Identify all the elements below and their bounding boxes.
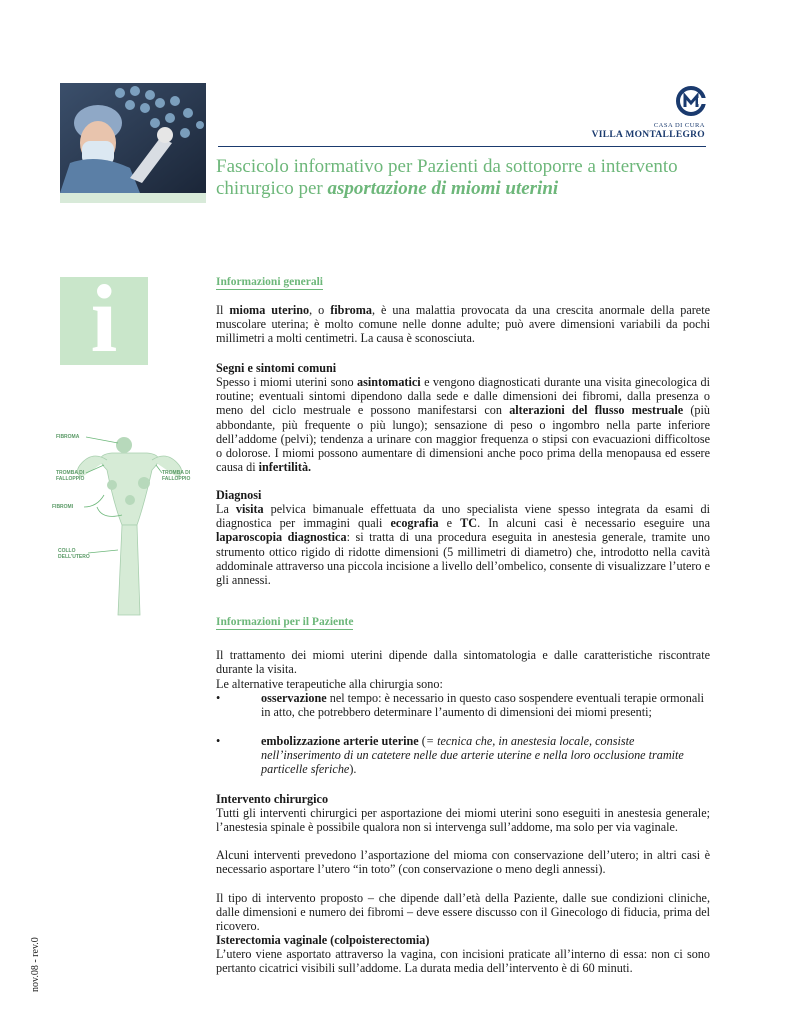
bullet-mark: • (216, 734, 221, 748)
info-icon (60, 265, 148, 372)
label-fibroma: FIBROMA (56, 434, 80, 440)
title-line-2-emphasis: asportazione di miomi uterini (327, 178, 559, 199)
text-run: , o (309, 303, 331, 317)
text-run: Spesso i miomi uterini sono (216, 375, 358, 389)
info-letter: i (90, 265, 118, 372)
uterus-diagram (52, 425, 202, 620)
text-run: , è una malattia provocata da una crescita anormale della parete muscolare uterina; è molto comune nelle donne adulte; può avere dimensioni variabili da pochi millimetri a molti centimetri. La causa è sconosciuta. (216, 303, 710, 346)
surgery-heading: Intervento chirurgico (216, 792, 329, 806)
text-run: nel tempo: è necessario in questo caso sospendere eventuali terapie ormonali in atto, che potrebbero determinare l’aumento di dimensioni dei miomi presenti; (261, 691, 705, 720)
logo-subtitle: CASA DI CURA (653, 122, 705, 129)
emphasis-text: embolizzazione arterie uterine (261, 734, 419, 748)
emphasis-text: visita (235, 502, 264, 516)
patient-paragraph-2: Le alternative terapeutiche alla chirurgia sono: (216, 677, 443, 691)
emphasis-text: fibroma (330, 303, 372, 317)
patient-paragraph-1: Il trattamento dei miomi uterini dipende dalla sintomatologia e dalle caratteristiche riscontrate durante la visita. (216, 648, 710, 677)
symptoms-heading: Segni e sintomi comuni (216, 361, 337, 375)
diagnosis-paragraph (216, 502, 710, 587)
label-tromba-right: TROMBA DI FALLOPPIO (162, 470, 191, 482)
symptoms-paragraph (216, 375, 710, 474)
clinic-logo-icon (676, 86, 706, 116)
page-title (216, 156, 736, 200)
text-run: ( (418, 734, 426, 748)
bullet-item-observation (216, 691, 710, 735)
label-tromba-left: TROMBA DI FALLOPPIO (56, 470, 85, 482)
emphasis-text: mioma uterino (229, 303, 310, 317)
text-run: Il (216, 303, 230, 317)
emphasis-text: asintomatici (357, 375, 421, 389)
text-run: : si tratta di una procedura eseguita in anestesia generale, tramite uno strumento ottico rigido di ridotte dimensioni (5 millimetri di diametro) che, introdotto nella cavità addominale attraverso una piccola incisione a livello dell’ombelico, consente di visualizzare l’utero e gli annessi. (216, 530, 710, 588)
surgeon-photo (60, 83, 206, 193)
text-run: pelvica bimanuale effettuata da uno specialista viene spesso integrata da esami di diagnostica per immagini quali (216, 502, 710, 531)
emphasis-text: osservazione (261, 691, 327, 705)
title-line-2 (216, 178, 736, 200)
text-run: La (216, 502, 236, 516)
text-run: e vengono diagnosticati durante una visita ginecologica di routine; eventuali sintomi dipendono dalla sede e dalle dimensioni dei fibromi, dalla presenza o meno del ciclo mestruale e possono manifestarsi con (216, 375, 710, 418)
document-revision-code: nov.08 - rev.0 (30, 937, 41, 992)
emphasis-text: infertilità. (258, 460, 312, 475)
text-run: e (438, 516, 461, 531)
section-heading-patient: Informazioni per il Paziente (216, 616, 354, 628)
text-run: = tecnica che, in anestesia locale, consiste nell’inserimento di un catetere nelle due arterie uterine e nella loro occlusione tramite particelle sferiche (261, 734, 684, 777)
hysterectomy-heading: Isterectomia vaginale (colpoisterectomia) (216, 933, 430, 947)
emphasis-text: ecografia (390, 516, 439, 531)
label-collo: COLLO DELL'UTERO (58, 548, 90, 560)
surgery-paragraph-1: Tutti gli interventi chirurgici per asportazione dei miomi uterini sono eseguiti in anestesia generale; l’anestesia spinale è possibile qualora non si intervenga sull’addome, ma solo per via vaginale. (216, 806, 710, 835)
general-paragraph (216, 303, 710, 346)
label-fibromi: FIBROMI (52, 504, 74, 510)
emphasis-text: TC (460, 516, 478, 531)
text-run: . In alcuni casi è necessario eseguire una (477, 516, 710, 531)
title-line-2-plain: chirurgico per (216, 178, 328, 199)
text-run: (più abbondante, più frequente o più lungo); sensazione di peso o ingombro nella parte inferiore dell’addome (pelvi); tendenza a urinare con maggior frequenza o stipsi con evacuazioni difficoltose o dolorose. I miomi possono aumentare di dimensioni anche poco prima della menopausa ed essere causa di (216, 403, 710, 475)
surgery-paragraph-2: Alcuni interventi prevedono l’asportazione del mioma con conservazione dell’utero; in altri casi è necessario asportare l’utero “in toto” (con conservazione o meno degli annessi). (216, 848, 710, 877)
photo-accent-strip (60, 193, 206, 203)
header-divider (218, 146, 706, 147)
diagnosis-heading: Diagnosi (216, 488, 262, 502)
title-line-1: Fascicolo informativo per Pazienti da sottoporre a intervento (216, 156, 678, 177)
hysterectomy-paragraph: L’utero viene asportato attraverso la vagina, con incisioni praticate all’interno di essa: non ci sono pertanto cicatrici visibili sull’addome. La durata media dell’intervento è di 60 minuti. (216, 947, 710, 976)
bullet-mark: • (216, 691, 221, 705)
emphasis-text: laparoscopia diagnostica (216, 530, 347, 545)
bullet-item-embolization (216, 734, 710, 778)
logo-name: VILLA MONTALLEGRO (591, 130, 705, 140)
section-heading-general: Informazioni generali (216, 276, 323, 288)
emphasis-text: alterazioni del flusso mestruale (509, 403, 684, 418)
surgery-paragraph-3: Il tipo di intervento proposto – che dipende dall’età della Paziente, dalle sue condizioni cliniche, dalle dimensioni e numero dei fibromi – deve essere discusso con il Ginecologo di fiducia, prima del ricovero. (216, 891, 710, 934)
text-run: ). (349, 762, 357, 777)
